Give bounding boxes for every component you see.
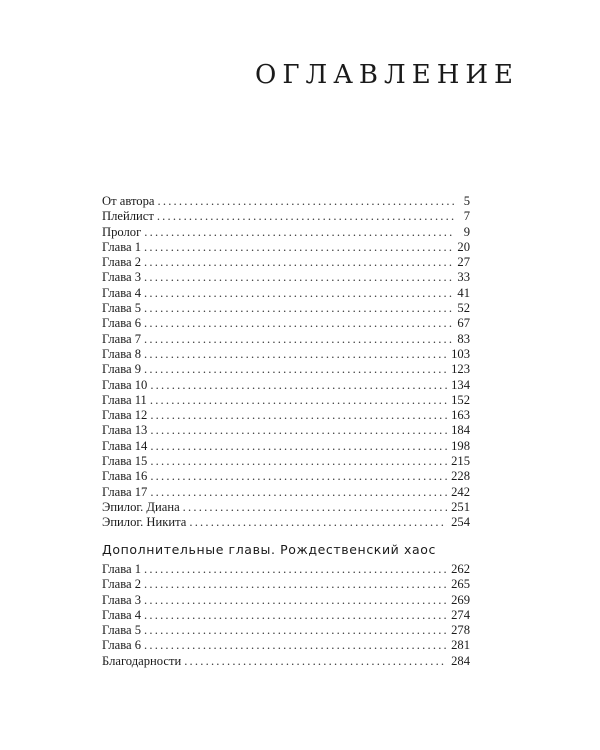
- toc-entry-label: Эпилог. Никита: [102, 515, 187, 530]
- toc-dot-leader: [144, 623, 447, 638]
- toc-entry-label: От автора: [102, 194, 155, 208]
- toc-dot-leader: [183, 500, 447, 515]
- toc-entry-label: Глава 7: [102, 331, 142, 346]
- toc-dot-leader: [144, 316, 453, 331]
- toc-dot-leader: [144, 638, 447, 653]
- toc-entry-page: 228: [451, 469, 470, 484]
- toc-dot-leader: [144, 270, 453, 285]
- toc-entry[interactable]: [102, 225, 470, 240]
- toc-entry-page: 9: [463, 224, 470, 239]
- toc-dot-leader: [144, 225, 454, 240]
- toc-entry-label: Глава 12: [102, 408, 148, 423]
- toc-dot-leader: [150, 408, 447, 423]
- toc-entry[interactable]: [102, 209, 470, 224]
- toc-dot-leader: [150, 393, 447, 408]
- toc-entry-page: 134: [451, 377, 470, 392]
- toc-entry-page: 20: [457, 239, 470, 254]
- toc-entry[interactable]: [102, 270, 470, 285]
- toc-dot-leader: [150, 485, 447, 500]
- toc-dot-leader: [144, 562, 447, 577]
- toc-entry[interactable]: [102, 515, 470, 530]
- toc-dot-leader: [144, 255, 453, 270]
- toc-entry-page: 242: [451, 484, 470, 499]
- toc-entry-page: 152: [451, 392, 470, 407]
- toc-dot-leader: [144, 240, 453, 255]
- toc-entry[interactable]: [102, 577, 470, 592]
- toc-entry-label: Глава 6: [102, 316, 142, 331]
- toc-dot-leader: [144, 608, 447, 623]
- toc-dot-leader: [150, 423, 447, 438]
- toc-entry-label: Глава 9: [102, 362, 142, 377]
- toc-entry[interactable]: [102, 194, 470, 209]
- toc-entry-label: Глава 17: [102, 484, 148, 499]
- toc-entry-page: 198: [451, 438, 470, 453]
- toc-entry[interactable]: [102, 332, 470, 347]
- toc-entry-page: 265: [451, 577, 470, 592]
- toc-entry-label: Благодарности: [102, 653, 182, 668]
- toc-entry-label: Глава 14: [102, 438, 148, 453]
- toc-entry-page: 281: [451, 638, 470, 653]
- toc-entry-page: 103: [451, 346, 470, 361]
- toc-entry-page: 262: [451, 562, 470, 576]
- toc-entry[interactable]: [102, 316, 470, 331]
- toc-entry-label: Глава 6: [102, 638, 142, 653]
- toc-entry-page: 7: [463, 209, 470, 224]
- toc-entry-label: Глава 13: [102, 423, 148, 438]
- toc-entry[interactable]: [102, 286, 470, 301]
- toc-entry[interactable]: [102, 393, 470, 408]
- toc-dot-leader: [150, 454, 447, 469]
- toc-entry[interactable]: [102, 593, 470, 608]
- toc-entry[interactable]: [102, 654, 470, 669]
- toc-entry-label: Глава 1: [102, 239, 142, 254]
- toc-entry[interactable]: [102, 301, 470, 316]
- toc-entry-label: Глава 8: [102, 346, 142, 361]
- toc-dot-leader: [144, 347, 447, 362]
- toc-entry-page: 163: [451, 408, 470, 423]
- toc-extra-list: [102, 562, 470, 669]
- toc-entry-label: Глава 3: [102, 270, 142, 285]
- toc-dot-leader: [158, 194, 455, 209]
- toc-dot-leader: [144, 301, 453, 316]
- toc-entry[interactable]: [102, 439, 470, 454]
- toc-entry-page: 254: [451, 515, 470, 530]
- toc-entry-page: 41: [457, 285, 470, 300]
- toc-entry-label: Глава 2: [102, 255, 142, 270]
- toc-entry-page: 123: [451, 362, 470, 377]
- toc-entry-page: 33: [457, 270, 470, 285]
- toc-dot-leader: [144, 362, 447, 377]
- toc-entry-page: 215: [451, 454, 470, 469]
- toc-dot-leader: [184, 654, 447, 669]
- toc-entry[interactable]: [102, 408, 470, 423]
- toc-entry[interactable]: [102, 485, 470, 500]
- toc-dot-leader: [189, 515, 447, 530]
- toc-dot-leader: [150, 439, 447, 454]
- toc-entry-label: Глава 5: [102, 623, 142, 638]
- toc-entry-page: 27: [457, 255, 470, 270]
- toc-entry-page: 52: [457, 301, 470, 316]
- toc-entry-label: Плейлист: [102, 209, 154, 224]
- toc-entry-page: 251: [451, 499, 470, 514]
- toc-dot-leader: [144, 332, 453, 347]
- extra-section-title: Дополнительные главы. Рождественский хаос: [102, 542, 436, 557]
- toc-entry-page: 269: [451, 592, 470, 607]
- toc-entry-page: 274: [451, 607, 470, 622]
- toc-dot-leader: [150, 378, 447, 393]
- page-title: ОГЛАВЛЕНИЕ: [255, 60, 520, 90]
- toc-entry-page: 284: [451, 653, 470, 668]
- toc-dot-leader: [157, 209, 454, 224]
- toc-entry-label: Глава 10: [102, 377, 148, 392]
- toc-entry[interactable]: [102, 623, 470, 638]
- toc-entry-label: Эпилог. Диана: [102, 499, 180, 514]
- toc-entry-label: Глава 4: [102, 285, 142, 300]
- toc-entry[interactable]: [102, 608, 470, 623]
- toc-entry-page: 278: [451, 623, 470, 638]
- toc-entry-label: Глава 5: [102, 301, 142, 316]
- toc-dot-leader: [144, 286, 453, 301]
- toc-entry[interactable]: [102, 378, 470, 393]
- toc-entry-label: Глава 11: [102, 392, 147, 407]
- toc-entry-label: Глава 3: [102, 592, 142, 607]
- toc-entry-page: 67: [457, 316, 470, 331]
- toc-entry-label: Глава 15: [102, 454, 148, 469]
- toc-main-list: [102, 194, 470, 531]
- toc-entry-label: Глава 2: [102, 577, 142, 592]
- toc-entry[interactable]: [102, 638, 470, 653]
- toc-entry-page: 184: [451, 423, 470, 438]
- toc-entry[interactable]: [102, 454, 470, 469]
- toc-entry-label: Глава 4: [102, 607, 142, 622]
- toc-entry[interactable]: [102, 240, 470, 255]
- toc-entry[interactable]: [102, 362, 470, 377]
- toc-entry-label: Глава 16: [102, 469, 148, 484]
- toc-entry[interactable]: [102, 423, 470, 438]
- toc-entry-page: 5: [463, 194, 470, 208]
- toc-entry[interactable]: [102, 469, 470, 484]
- toc-entry-label: Пролог: [102, 224, 142, 239]
- toc-entry[interactable]: [102, 255, 470, 270]
- toc-dot-leader: [144, 577, 447, 592]
- toc-entry[interactable]: [102, 562, 470, 577]
- toc-entry-page: 83: [457, 331, 470, 346]
- toc-entry[interactable]: [102, 500, 470, 515]
- toc-dot-leader: [144, 593, 447, 608]
- toc-dot-leader: [150, 469, 447, 484]
- toc-entry[interactable]: [102, 347, 470, 362]
- toc-entry-label: Глава 1: [102, 562, 142, 576]
